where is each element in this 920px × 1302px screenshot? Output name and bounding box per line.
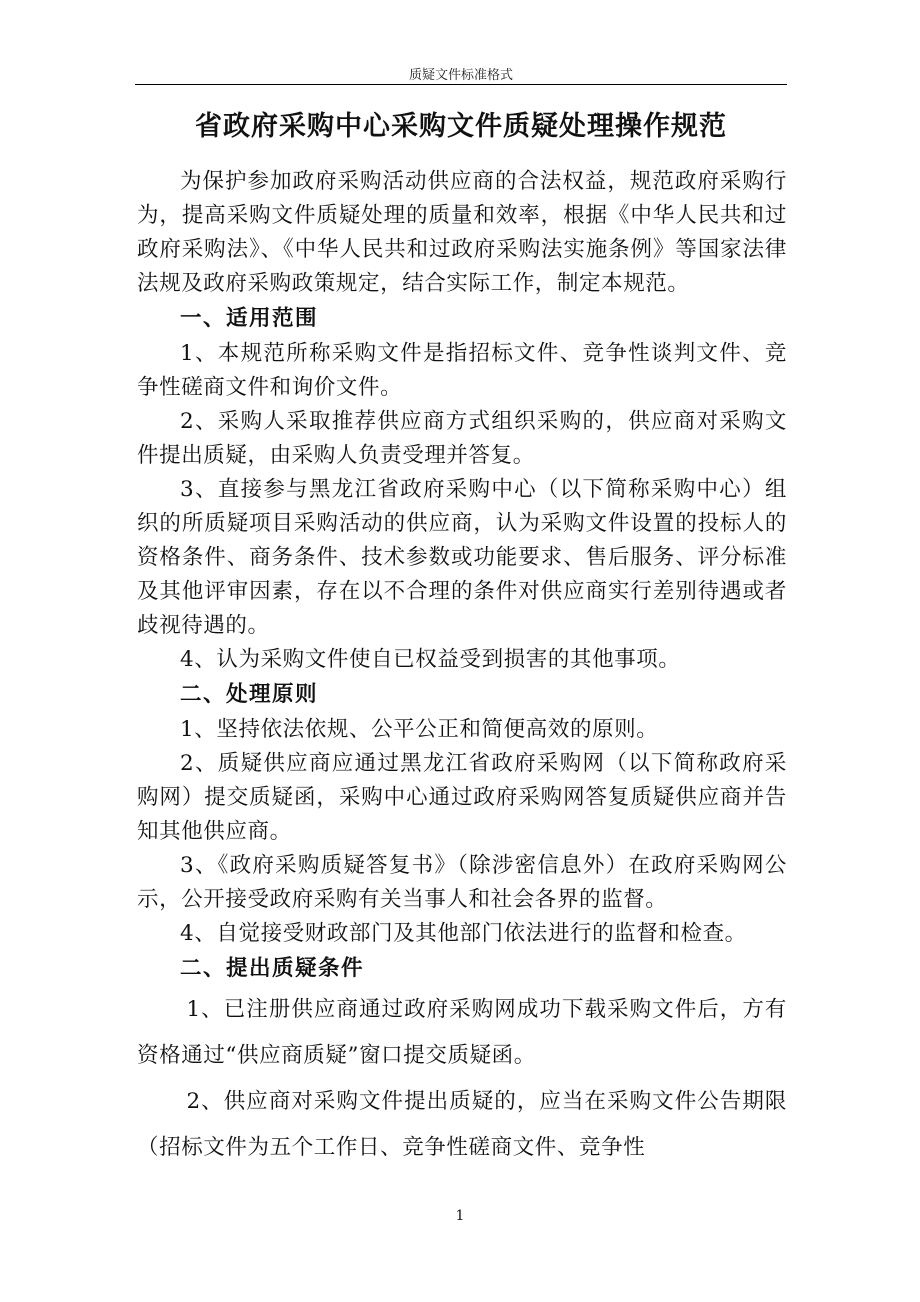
condition-item-2: 2、供应商对采购文件提出质疑的，应当在采购文件公告期限（招标文件为五个工作日、竞争性磋商文件、竞争性 [137, 1089, 787, 1160]
section-heading-conditions: 二、提出质疑条件 [180, 956, 365, 981]
page-number: 1 [455, 1208, 465, 1224]
scope-item-2: 2、采购人采取推荐供应商方式组织采购的，供应商对采购文件提出质疑，由采购人负责受理并答复。 [137, 409, 787, 468]
condition-item-1: 1、已注册供应商通过政府采购网成功下载采购文件后，方有资格通过“供应商质疑”窗口提交质疑函。 [137, 997, 787, 1068]
scope-item-4: 4、认为采购文件使自已权益受到损害的其他事项。 [180, 647, 681, 672]
principle-item-1: 1、坚持依法依规、公平公正和简便高效的原则。 [180, 717, 659, 742]
intro-paragraph: 为保护参加政府采购活动供应商的合法权益，规范政府采购行为，提高采购文件质疑处理的质量和效率，根据《中华人民共和过政府采购法》、《中华人民共和过政府采购法实施条例》等国家法律法规及政府采购政策规定，结合实际工作，制定本规范。 [137, 169, 787, 296]
header-divider [135, 84, 787, 85]
document-body [137, 165, 787, 1171]
running-header: 质疑文件标准格式 [408, 68, 513, 83]
principle-item-2: 2、质疑供应商应通过黑龙江省政府采购网（以下简称政府采购网）提交质疑函，采购中心通过政府采购网答复质疑供应商并告知其他供应商。 [137, 751, 787, 844]
document-title: 省政府采购中心采购文件质疑处理操作规范 [195, 111, 727, 142]
scope-item-3: 3、直接参与黑龙江省政府采购中心（以下简称采购中心）组织的所质疑项目采购活动的供应商，认为采购文件设置的投标人的资格条件、商务条件、技术参数或功能要求、售后服务、评分标准及其他评审因素，存在以不合理的条件对供应商实行差别待遇或者歧视待遇的。 [137, 477, 787, 638]
principle-item-3: 3、《政府采购质疑答复书》（除涉密信息外）在政府采购网公示，公开接受政府采购有关当事人和社会各界的监督。 [137, 853, 787, 912]
principle-item-4: 4、自觉接受财政部门及其他部门依法进行的监督和检查。 [180, 921, 747, 946]
section-heading-principles: 二、处理原则 [180, 682, 319, 707]
scope-item-1: 1、本规范所称采购文件是指招标文件、竞争性谈判文件、竞争性磋商文件和询价文件。 [137, 341, 787, 400]
section-heading-scope: 一、适用范围 [180, 306, 319, 331]
